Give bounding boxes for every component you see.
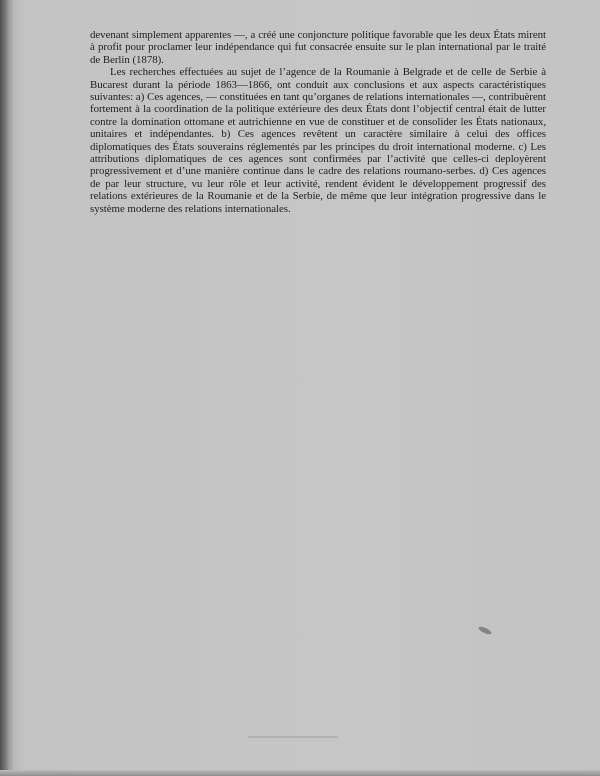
ink-smudge: [478, 625, 493, 635]
page-bottom-edge: [0, 770, 600, 776]
paragraph-continuation: devenant simplement apparentes —, a créé une conjoncture politique favorable que les deux États mirent à profit pour proclamer leur indépendance qui fut consacrée ensuite sur le plan international par le traité de Berlin (1878).: [90, 29, 546, 66]
book-binding-edge: [0, 0, 10, 776]
body-text: [90, 29, 546, 215]
paragraph-conclusions: Les recherches effectuées au sujet de l’agence de la Roumanie à Belgrade et de celle de Serbie à Bucarest durant la période 1863—1866, ont conduit aux conclusions et aux aspects caractéristiques suivantes: a) Ces agences, — constituées en tant qu’organes de relations internationales —, contribuèrent fortement à la coordination de la politique extérieure des deux États dont l’objectif central était de lutter contre la domination ottomane et autrichienne en vue de constituer et de consolider les États nationaux, unitaires et indépendantes. b) Ces agences revêtent un caractère similaire à celui des offices diplomatiques des États souverains réglementés par les principes du droit international moderne. c) Les attributions diplomatiques de ces agences sont confirmées par l’activité que celles-ci deployèrent progressivement et d’une manière continue dans le cadre des relations roumano-serbes. d) Ces agences de par leur structure, vu leur rôle et leur activité, rendent évident le développement progressif des relations extérieures de la Roumanie et de la Serbie, de même que leur intégration progressive dans le système moderne des relations internationales.: [90, 66, 546, 215]
faint-scan-mark: [248, 736, 338, 738]
